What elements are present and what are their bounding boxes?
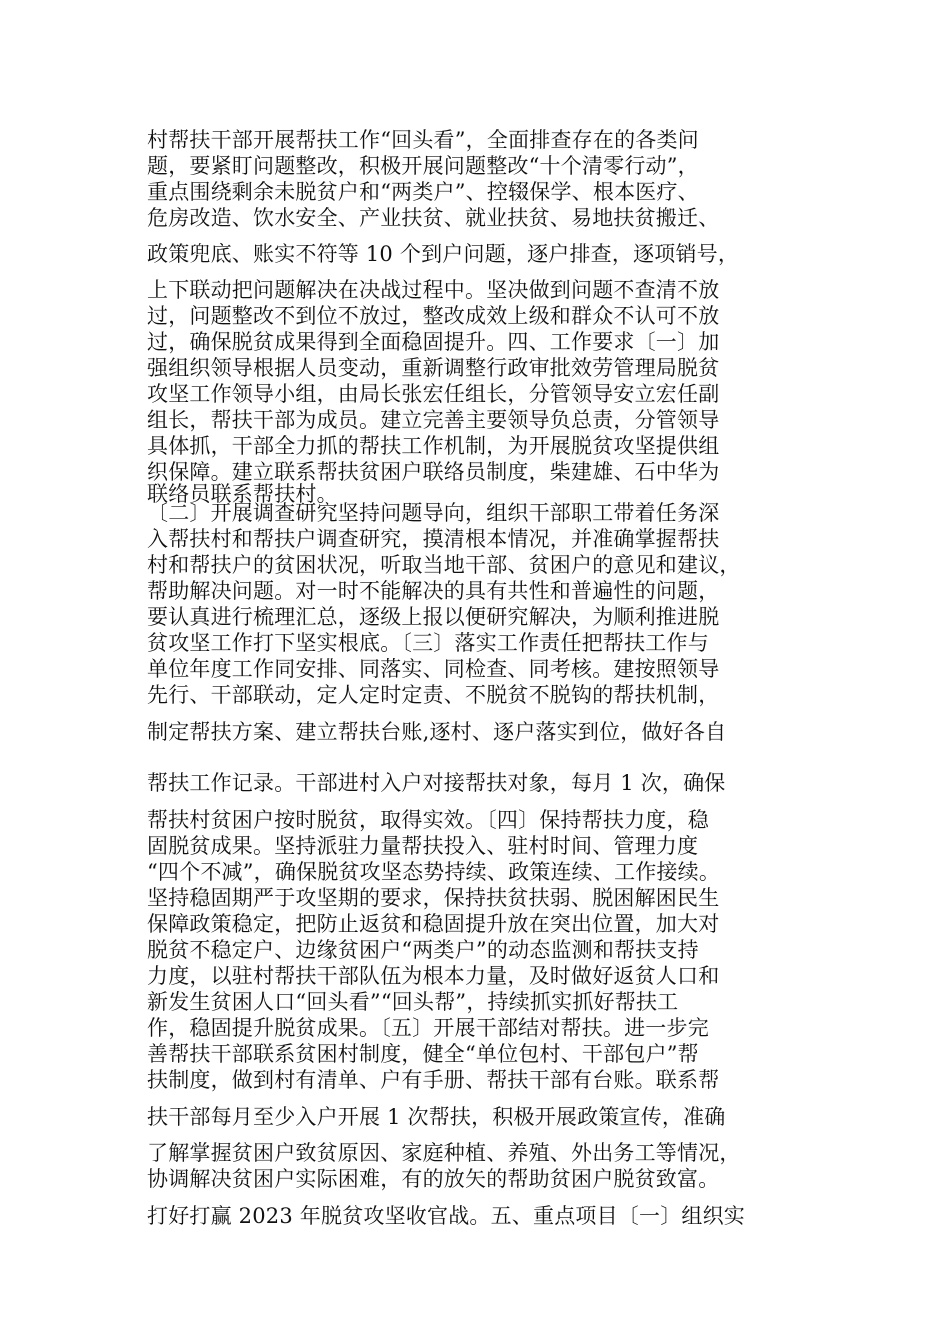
text-line-20: 贫攻坚工作打下坚实根底。〔三〕落实工作责任把帮扶工作与 bbox=[147, 631, 709, 655]
text-line-19: 要认真进行梳理汇总，逐级上报以便研究解决，为顺利推进脱 bbox=[147, 605, 720, 629]
text-line-18: 帮助解决问题。对一时不能解决的具有共性和普遍性的问题， bbox=[147, 579, 720, 603]
text-line-34: 善帮扶干部联系贫困村制度，健全“单位包村、干部包户”帮 bbox=[147, 1042, 699, 1066]
text-line-3: 重点围绕剩余未脱贫户和“两类户”、控辍保学、根本医疗、 bbox=[147, 180, 699, 204]
text-line-29: 保障政策稳定，把防止返贫和稳固提升放在突出位置，加大对 bbox=[147, 912, 720, 936]
text-line-21: 单位年度工作同安排、同落实、同检查、同考核。建按照领导 bbox=[147, 657, 720, 681]
text-line-4: 危房改造、饮水安全、产业扶贫、就业扶贫、易地扶贫搬迁、 bbox=[147, 206, 720, 230]
text-line-10: 攻坚工作领导小组，由局长张宏任组长，分管领导安立宏任副 bbox=[147, 382, 720, 406]
text-line-9: 强组织领导根据人员变动，重新调整行政审批效劳管理局脱贫 bbox=[147, 356, 720, 380]
text-line-37: 了解掌握贫困户致贫原因、家庭种植、养殖、外出务工等情况， bbox=[147, 1141, 741, 1165]
text-line-7: 过，问题整改不到位不放过，整改成效上级和群众不认可不放 bbox=[147, 304, 720, 328]
text-line-8: 过，确保脱贫成果得到全面稳固提升。四、工作要求〔一〕加 bbox=[147, 330, 720, 354]
text-line-24: 帮扶工作记录。干部进村入户对接帮扶对象，每月 1 次，确保 bbox=[147, 771, 726, 795]
text-line-12: 具体抓，干部全力抓的帮扶工作机制，为开展脱贫攻坚提供组 bbox=[147, 434, 720, 458]
text-line-22: 先行、干部联动，定人定时定责、不脱贫不脱钩的帮扶机制， bbox=[147, 683, 720, 707]
text-line-17: 村和帮扶户的贫困状况，听取当地干部、贫困户的意见和建议， bbox=[147, 553, 741, 577]
text-line-28: 坚持稳固期严于攻坚期的要求，保持扶贫扶弱、脱困解困民生 bbox=[147, 886, 720, 910]
text-line-35: 扶制度，做到村有清单、户有手册、帮扶干部有台账。联系帮 bbox=[147, 1068, 720, 1092]
text-line-27: “四个不减”，确保脱贫攻坚态势持续、政策连续、工作接续。 bbox=[147, 860, 721, 884]
text-line-26: 固脱贫成果。坚持派驻力量帮扶投入、驻村时间、管理力度 bbox=[147, 834, 699, 858]
text-line-33: 作，稳固提升脱贫成果。〔五〕开展干部结对帮扶。进一步完 bbox=[147, 1016, 709, 1040]
text-line-2: 题，要紧盯问题整改，积极开展问题整改“十个清零行动”， bbox=[147, 154, 699, 178]
text-line-23: 制定帮扶方案、建立帮扶台账,逐村、逐户落实到位，做好各自 bbox=[147, 720, 727, 744]
text-line-1: 村帮扶干部开展帮扶工作“回头看”，全面排查存在的各类问 bbox=[147, 128, 699, 152]
text-line-15: 〔二〕开展调查研究坚持问题导向，组织干部职工带着任务深 bbox=[147, 501, 720, 525]
text-line-14: 联络员联系帮扶村。 bbox=[147, 482, 338, 506]
text-line-36: 扶干部每月至少入户开展 1 次帮扶，积极开展政策宣传，准确 bbox=[147, 1105, 726, 1129]
text-line-38: 协调解决贫困户实际困难，有的放矢的帮助贫困户脱贫致富。 bbox=[147, 1167, 720, 1191]
text-line-16: 入帮扶村和帮扶户调查研究，摸清根本情况，并准确掌握帮扶 bbox=[147, 527, 720, 551]
text-line-30: 脱贫不稳定户、边缘贫困户“两类户”的动态监测和帮扶支持 bbox=[147, 938, 699, 962]
text-line-25: 帮扶村贫困户按时脱贫，取得实效。〔四〕保持帮扶力度，稳 bbox=[147, 808, 709, 832]
text-line-31: 力度，以驻村帮扶干部队伍为根本力量，及时做好返贫人口和 bbox=[147, 964, 720, 988]
text-line-11: 组长，帮扶干部为成员。建立完善主要领导负总责，分管领导 bbox=[147, 408, 720, 432]
text-line-32: 新发生贫困人口“回头看”“回头帮”，持续抓实抓好帮扶工 bbox=[147, 990, 679, 1014]
text-line-5: 政策兜底、账实不符等 10 个到户问题，逐户排查，逐项销号， bbox=[147, 242, 740, 266]
text-line-13: 织保障。建立联系帮扶贫困户联络员制度，柴建雄、石中华为 bbox=[147, 460, 720, 484]
text-line-39: 打好打赢 2023 年脱贫攻坚收官战。五、重点项目〔一〕组织实 bbox=[147, 1204, 745, 1228]
text-line-6: 上下联动把问题解决在决战过程中。坚决做到问题不查清不放 bbox=[147, 278, 720, 302]
